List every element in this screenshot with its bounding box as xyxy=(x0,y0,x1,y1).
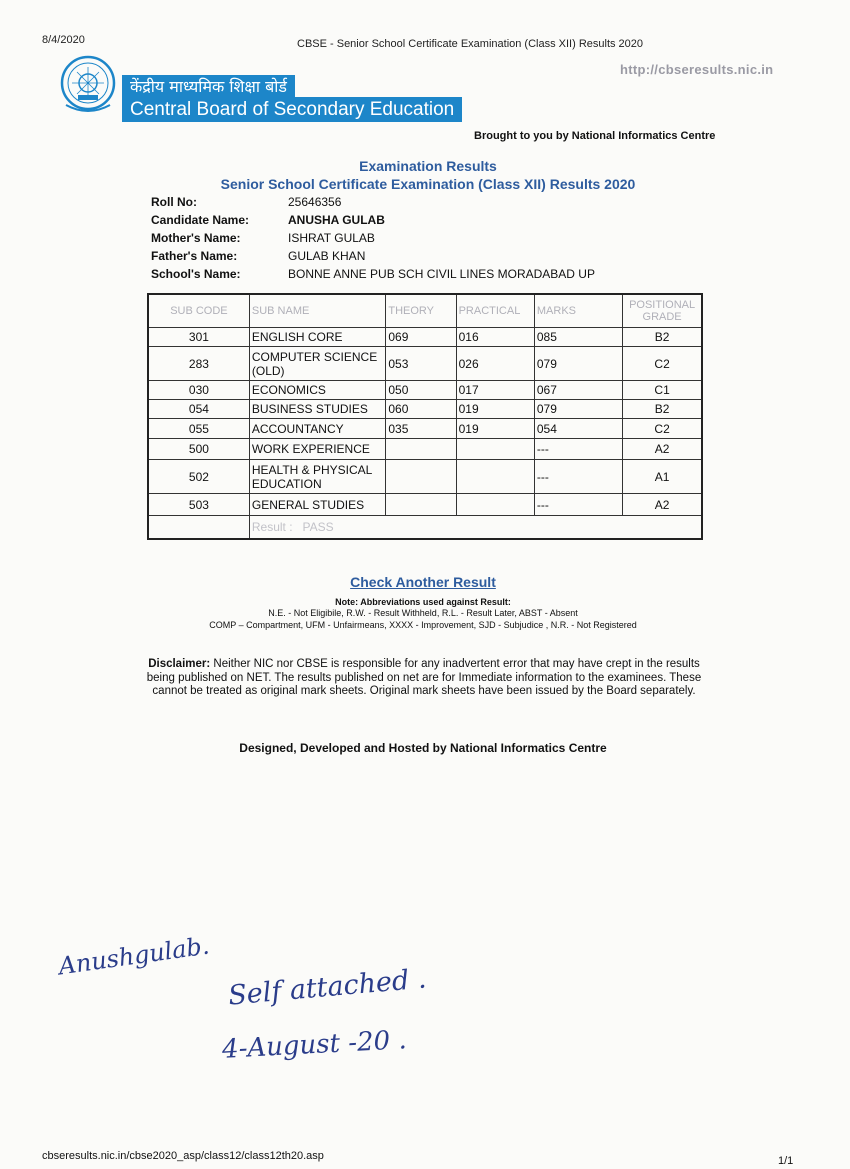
result-text: Result : PASS xyxy=(249,516,702,540)
positional-grade: B2 xyxy=(623,328,702,347)
header-theory: THEORY xyxy=(386,294,456,328)
name-row xyxy=(151,211,595,229)
practical-marks: 019 xyxy=(456,419,534,439)
total-marks: 085 xyxy=(534,328,622,347)
theory-marks: 035 xyxy=(386,419,456,439)
check-another-result-link[interactable]: Check Another Result xyxy=(350,574,496,590)
site-url[interactable]: http://cbseresults.nic.in xyxy=(620,62,774,77)
positional-grade: A2 xyxy=(623,494,702,516)
sub-name: GENERAL STUDIES xyxy=(249,494,385,516)
sub-name: ECONOMICS xyxy=(249,381,385,400)
practical-marks xyxy=(456,460,534,494)
sub-code: 055 xyxy=(148,419,249,439)
school-name-value: BONNE ANNE PUB SCH CIVIL LINES MORADABAD UP xyxy=(288,267,595,281)
results-subheading: Senior School Certificate Examination (Class XII) Results 2020 xyxy=(220,176,636,192)
candidate-name-label: Candidate Name: xyxy=(151,213,250,227)
positional-grade: B2 xyxy=(623,400,702,419)
father-name-value: GULAB KHAN xyxy=(288,249,366,263)
table-row xyxy=(148,347,702,381)
positional-grade: A1 xyxy=(623,460,702,494)
abbreviation-note-title: Note: Abbreviations used against Result: xyxy=(335,597,511,607)
brought-by-text: Brought to you by National Informatics Centre xyxy=(474,130,716,142)
positional-grade: C1 xyxy=(623,381,702,400)
candidate-name-value: ANUSHA GULAB xyxy=(288,213,385,227)
mother-row xyxy=(151,229,595,247)
marks-table xyxy=(147,293,703,540)
results-heading: Examination Results xyxy=(359,158,497,174)
sub-code: 301 xyxy=(148,328,249,347)
board-name-english: Central Board of Secondary Education xyxy=(122,97,462,122)
sub-code: 503 xyxy=(148,494,249,516)
sub-name: HEALTH & PHYSICAL EDUCATION xyxy=(249,460,385,494)
theory-marks: 053 xyxy=(386,347,456,381)
table-row xyxy=(148,494,702,516)
table-row xyxy=(148,419,702,439)
handwritten-date: 4-August -20 . xyxy=(221,1025,408,1065)
abbreviation-note-line-1: N.E. - Not Eligibile, R.W. - Result Withheld, R.L. - Result Later, ABST - Absent xyxy=(268,608,578,618)
sub-name: ENGLISH CORE xyxy=(249,328,385,347)
disclaimer-text: Neither NIC nor CBSE is responsible for any inadvertent error that may have crept in the results being published on NET. The results published on net are for Immediate information to the examinees. These cannot be treated as original mark sheets. Original mark sheets have been issued by the Board separately. xyxy=(146,658,702,697)
designed-by-text: Designed, Developed and Hosted by National Informatics Centre xyxy=(239,741,607,755)
sub-code: 054 xyxy=(148,400,249,419)
sub-name: ACCOUNTANCY xyxy=(249,419,385,439)
sub-code: 030 xyxy=(148,381,249,400)
total-marks: 067 xyxy=(534,381,622,400)
total-marks: --- xyxy=(534,439,622,460)
header-practical: PRACTICAL xyxy=(456,294,534,328)
school-name-label: School's Name: xyxy=(151,267,241,281)
sub-code: 502 xyxy=(148,460,249,494)
sub-name: BUSINESS STUDIES xyxy=(249,400,385,419)
practical-marks xyxy=(456,439,534,460)
theory-marks xyxy=(386,494,456,516)
sub-code: 500 xyxy=(148,439,249,460)
father-row xyxy=(151,247,595,265)
header-sub-name: SUB NAME xyxy=(249,294,385,328)
mother-name-label: Mother's Name: xyxy=(151,231,241,245)
practical-marks: 017 xyxy=(456,381,534,400)
table-row xyxy=(148,439,702,460)
total-marks: 054 xyxy=(534,419,622,439)
total-marks: 079 xyxy=(534,400,622,419)
table-row xyxy=(148,400,702,419)
table-header-row xyxy=(148,294,702,328)
theory-marks: 060 xyxy=(386,400,456,419)
result-row xyxy=(148,516,702,540)
practical-marks: 026 xyxy=(456,347,534,381)
roll-row xyxy=(151,193,595,211)
result-empty-cell xyxy=(148,516,249,540)
document-title: CBSE - Senior School Certificate Examination (Class XII) Results 2020 xyxy=(297,38,644,50)
positional-grade: C2 xyxy=(623,419,702,439)
practical-marks: 019 xyxy=(456,400,534,419)
disclaimer xyxy=(146,658,702,699)
theory-marks: 069 xyxy=(386,328,456,347)
table-row xyxy=(148,328,702,347)
total-marks: --- xyxy=(534,460,622,494)
positional-grade: C2 xyxy=(623,347,702,381)
roll-value: 25646356 xyxy=(288,195,342,209)
practical-marks xyxy=(456,494,534,516)
table-row xyxy=(148,460,702,494)
handwritten-self-attached: Self attached . xyxy=(227,963,428,1012)
theory-marks xyxy=(386,460,456,494)
father-name-label: Father's Name: xyxy=(151,249,238,263)
page-number: 1/1 xyxy=(778,1155,794,1167)
header-marks: MARKS xyxy=(534,294,622,328)
disclaimer-label: Disclaimer: xyxy=(148,658,211,670)
total-marks: --- xyxy=(534,494,622,516)
theory-marks xyxy=(386,439,456,460)
roll-label: Roll No: xyxy=(151,195,197,209)
mother-name-value: ISHRAT GULAB xyxy=(288,231,375,245)
sub-code: 283 xyxy=(148,347,249,381)
sub-name: COMPUTER SCIENCE (OLD) xyxy=(249,347,385,381)
print-date: 8/4/2020 xyxy=(42,34,85,46)
handwritten-signature: Anushgulab. xyxy=(56,931,212,981)
board-name-hindi: केंद्रीय माध्यमिक शिक्षा बोर्ड xyxy=(122,75,295,99)
positional-grade: A2 xyxy=(623,439,702,460)
sub-name: WORK EXPERIENCE xyxy=(249,439,385,460)
table-row xyxy=(148,381,702,400)
candidate-info xyxy=(151,193,595,283)
header-grade: POSITIONAL GRADE xyxy=(623,294,702,328)
footer-url: cbseresults.nic.in/cbse2020_asp/class12/class12th20.asp xyxy=(42,1150,324,1162)
school-row xyxy=(151,265,595,283)
total-marks: 079 xyxy=(534,347,622,381)
cbse-emblem-icon xyxy=(60,55,116,117)
header-sub-code: SUB CODE xyxy=(148,294,249,328)
abbreviation-note-line-2: COMP – Compartment, UFM - Unfairmeans, XXXX - Improvement, SJD - Subjudice , N.R. - Not Registered xyxy=(209,620,637,630)
theory-marks: 050 xyxy=(386,381,456,400)
practical-marks: 016 xyxy=(456,328,534,347)
